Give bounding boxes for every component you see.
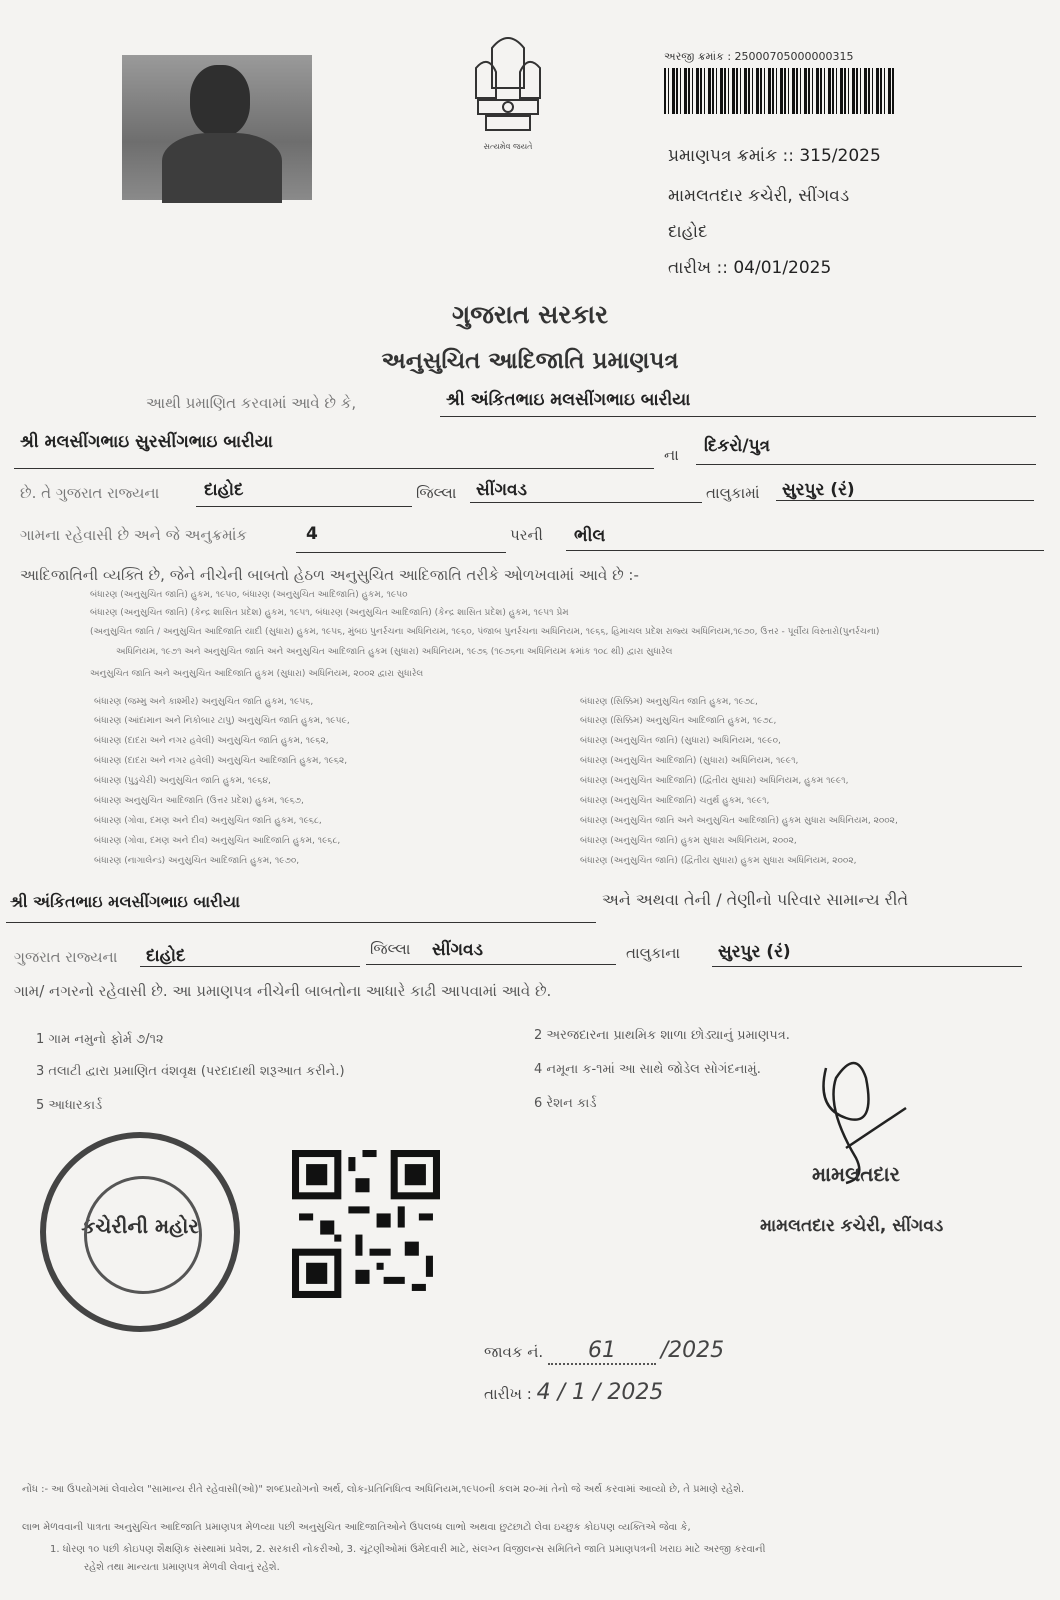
order-left: બંધારણ (ગોવા, દમણ અને દીવ) અનુસુચિત આદિજાતિ હુકમ, ૧૯૬૮, — [94, 836, 341, 846]
district-label: જિલ્લા — [416, 484, 457, 502]
order-line: અનુસુચિત જાતિ અને અનુસુચિત આદિજાતિ હુકમ (સુધારા) અધિનિયમ, ૨૦૦૨ દ્વારા સુધારેલ — [90, 669, 424, 679]
order-left: બંધારણ (નાગાલેન્ડ) અનુસુચિત આદિજાતિ હુકમ, ૧૯૭૦, — [94, 856, 300, 866]
order-line: (અનુસુચિત જાતિ / અનુસુચિત આદિજાતિ યાદી (સુધારા) હુકમ, ૧૯૫૬, મુંબઇ પુનર્રચના અધિનિયમ, ૧૯૬૦, પંજાબ પુનર્રચના અધિનિયમ, ૧૯૬૬, હિમાચલ પ્રદેશ રાજ્ય અધિનિયમ,૧૯૭૦, ઉત્તર - પૂર્વીય વિસ્તારો(પુનર્રચના) — [90, 627, 880, 637]
par-label: પરની — [510, 526, 543, 544]
footer-line: રહેશે તથા માન્યતા પ્રમાણપત્ર મેળવી લેવાનું રહેશે. — [84, 1562, 280, 1573]
order-right: બંધારણ (અનુસુચિત જાતિ) (સુધારા) અધિનિયમ, ૧૯૯૦, — [580, 736, 781, 746]
document-item: 1 ગામ નમુનો ફોર્મ ૭/૧૨ — [36, 1032, 164, 1047]
order-left: બંધારણ અનુસુચિત આદિજાતિ (ઉત્તર પ્રદેશ) હુકમ, ૧૯૬૭, — [94, 796, 304, 806]
family-text: અને અથવા તેની / તેણીનો પરિવાર સામાન્ય રીતે — [602, 890, 909, 909]
taluka-label: તાલુકામાં — [706, 484, 760, 502]
tribe-name: ભીલ — [574, 526, 606, 546]
serial-number: 4 — [306, 524, 318, 544]
order-right: બંધારણ (અનુસુચિત જાતિ અને અનુસુચિત આદિજાતિ) હુકમ સુધારા અધિનિયમ, ૨૦૦૨, — [580, 816, 898, 826]
state-label: છે. તે ગુજરાત રાજ્યના — [20, 484, 160, 502]
order-right: બંધારણ (અનુસુચિત જાતિ) (દ્વિતીય સુધારા) હુકમ સુધારા અધિનિયમ, ૨૦૦૨, — [580, 856, 857, 866]
order-right: બંધારણ (અનુસુચિત આદિજાતિ) (સુધારા) અધિનિયમ, ૧૯૯૧, — [580, 756, 799, 766]
order-left: બંધારણ (પુડુચેરી) અનુસુચિત જાતિ હુકમ, ૧૯૬૪, — [94, 776, 271, 786]
state-label-2: ગુજરાત રાજ્યના — [14, 948, 118, 966]
footer-line: લાભ મેળવવાની પાત્રતા અનુસુચિત આદિજાતિ પ્રમાણપત્ર મેળવ્યા પછી અનુસુચિત આદિજાતિઓને ઉપલબ્ધ લાભો અથવા છુટછાટો લેવા ઇચ્છુક કોઇપણ વ્યક્તિએ જેવા કે, — [22, 1522, 691, 1533]
basis-text: ગામ/ નગરનો રહેવાસી છે. આ પ્રમાણપત્ર નીચેની બાબતોના આધારે કાઢી આપવામાં આવે છે. — [14, 982, 552, 1000]
village-value: સુરપુર (રં) — [782, 480, 855, 500]
declaration-text: આદિજાતિની વ્યક્તિ છે, જેને નીચેની બાબતો હેઠળ અનુસુચિત આદિજાતિ તરીકે ઓળખવામાં આવે છે :- — [20, 566, 639, 584]
na-label: ના — [664, 446, 679, 464]
district-value-2: દાહોદ — [146, 946, 186, 966]
resident-label: ગામના રહેવાસી છે અને જે અનુક્રમાંક — [20, 526, 248, 544]
order-right: બંધારણ (અનુસુચિત જાતિ) હુકમ સુધારા અધિનિયમ, ૨૦૦૨, — [580, 836, 797, 846]
order-line: બંધારણ (અનુસુચિત જાતિ) (કેન્દ્ર શાસિત પ્રદેશ) હુકમ, ૧૯૫૧, બંધારણ (અનુસુચિત આદિજાતિ) (કેન્દ્ર શાસિત પ્રદેશ) હુકમ, ૧૯૫૧ પ્રેમ — [90, 608, 569, 618]
order-left: બંધારણ (દાદરા અને નગર હવેલી) અનુસુચિત આદિજાતિ હુકમ, ૧૯૬૨, — [94, 756, 348, 766]
relation: દિકરો/પુત્ર — [704, 436, 771, 456]
order-right: બંધારણ (અનુસુચિત આદિજાતિ) (દ્વિતીય સુધારા) અધિનિયમ, હુકમ ૧૯૯૧, — [580, 776, 849, 786]
applicant-photo — [122, 55, 312, 200]
document-item: 5 આધારકાર્ડ — [36, 1098, 103, 1113]
order-right: બંધારણ (સિક્કિમ) અનુસુચિત આદિજાતિ હુકમ, ૧૯૭૮, — [580, 716, 777, 726]
issue-date: તારીખ :: 04/01/2025 — [668, 258, 832, 278]
certificate-title: અનુસુચિત આદિજાતિ પ્રમાણપત્ર — [381, 348, 679, 374]
outward-date: તારીખ : 4 / 1 / 2025 — [484, 1380, 664, 1405]
taluka-value-2: સીંગવડ — [432, 940, 483, 960]
order-right: બંધારણ (સિક્કિમ) અનુસુચિત જાતિ હુકમ, ૧૯૭૮, — [580, 697, 758, 707]
order-line: બંધારણ (અનુસુચિત જાતિ) હુકમ, ૧૯૫૦, બંધારણ (અનુસુચિત આદિજાતિ) હુકમ, ૧૯૫૦ — [90, 590, 408, 600]
outward-number: જાવક નં. 61 /2025 — [484, 1338, 725, 1363]
footer-note: નોંધ :- આ ઉપયોગમાં લેવાયેલ "સામાન્ય રીતે રહેવાસી(ઓ)" શબ્દપ્રયોગનો અર્થ, લોક-પ્રતિનિધિત્વ અધિનિયમ,૧૯૫૦ની કલમ ૨૦-માં તેનો જે અર્થ કરવામાં આવ્યો છે, તે પ્રમાણે રહેશે. — [22, 1484, 745, 1495]
document-item: 3 તલાટી દ્વારા પ્રમાણિત વંશવૃક્ષ (પરદાદાથી શરૂઆત કરીને.) — [36, 1064, 345, 1079]
emblem-caption: સત્યમેવ જયતે — [483, 142, 533, 151]
document-item: 6 રેશન કાર્ડ — [534, 1096, 597, 1111]
order-left: બંધારણ (જમ્મુ અને કાશ્મીર) અનુસુચિત જાતિ હુકમ, ૧૯૫૬, — [94, 697, 314, 707]
taluka-label-2: તાલુકાના — [626, 944, 681, 962]
document-item: 2 અરજદારના પ્રાથમિક શાળા છોડ્યાનું પ્રમાણપત્ર. — [534, 1028, 790, 1043]
taluka-value: સીંગવડ — [476, 480, 527, 500]
district-label-2: જિલ્લા — [370, 940, 411, 958]
certificate-number: પ્રમાણપત્ર ક્રમાંક :: 315/2025 — [668, 146, 881, 166]
order-left: બંધારણ (આંદામાન અને નિકોબાર ટાપુ) અનુસુચિત જાતિ હુકમ, ૧૯૫૯, — [94, 716, 350, 726]
issuing-office: મામલતદાર કચેરી, સીંગવડ — [668, 186, 850, 206]
signatory-office: મામલતદાર કચેરી, સીંગવડ — [760, 1216, 944, 1236]
order-left: બંધારણ (દાદરા અને નગર હવેલી) અનુસુચિત જાતિ હુકમ, ૧૯૬૨, — [94, 736, 329, 746]
certify-label: આથી પ્રમાણિત કરવામાં આવે છે કે, — [146, 394, 357, 412]
qr-code — [292, 1150, 440, 1298]
order-right: બંધારણ (અનુસુચિત આદિજાતિ) ચતુર્થ હુકમ, ૧૯૯૧, — [580, 796, 770, 806]
application-number: અરજી ક્રમાંક : 25000705000000315 — [664, 50, 854, 63]
office-seal: કચેરીની મહોર — [40, 1132, 240, 1332]
barcode — [664, 68, 896, 114]
document-item: 4 નમૂના ક-૧માં આ સાથે જોડેલ સોગંદનામું. — [534, 1062, 761, 1077]
father-name: શ્રી મલસીંગભાઇ સુરસીંગભાઇ બારીયા — [20, 432, 273, 452]
village-value-2: સુરપુર (રં) — [718, 942, 791, 962]
footer-line: 1. ધોરણ ૧૦ પછી કોઇપણ શૈક્ષણિક સંસ્થામાં પ્રવેશ, 2. સરકારી નોકરીઓ, 3. ચૂંટણીઓમાં ઉમેદવારી માટે, સંલગ્ન વિજીલન્સ સમિતિને જાતિ પ્રમાણપત્રની ખરાઇ માટે અરજી કરવાની — [50, 1544, 766, 1555]
district-value: દાહોદ — [204, 480, 244, 500]
signatory-title: મામલતદાર — [812, 1162, 900, 1186]
national-emblem-icon — [462, 28, 554, 158]
issuing-district: દાહોદ — [668, 222, 708, 242]
order-line: અધિનિયમ, ૧૯૭૧ અને અનુસુચિત જાતિ અને અનુસુચિત આદિજાતિ હુકમ (સુધારા) અધિનિયમ, ૧૯૭૬ (૧૯૭૬ના અધિનિયમ ક્રમાંક ૧૦૮ થી) દ્વારા સુધારેલ — [116, 647, 673, 657]
government-title: ગુજરાત સરકાર — [451, 300, 609, 329]
order-left: બંધારણ (ગોવા, દમણ અને દીવ) અનુસુચિત જાતિ હુકમ, ૧૯૬૮, — [94, 816, 322, 826]
applicant-name: શ્રી અંકિતભાઇ મલસીંગભાઇ બારીયા — [446, 390, 691, 410]
applicant-name-repeat: શ્રી અંકિતભાઇ મલસીંગભાઇ બારીયા — [10, 892, 240, 911]
